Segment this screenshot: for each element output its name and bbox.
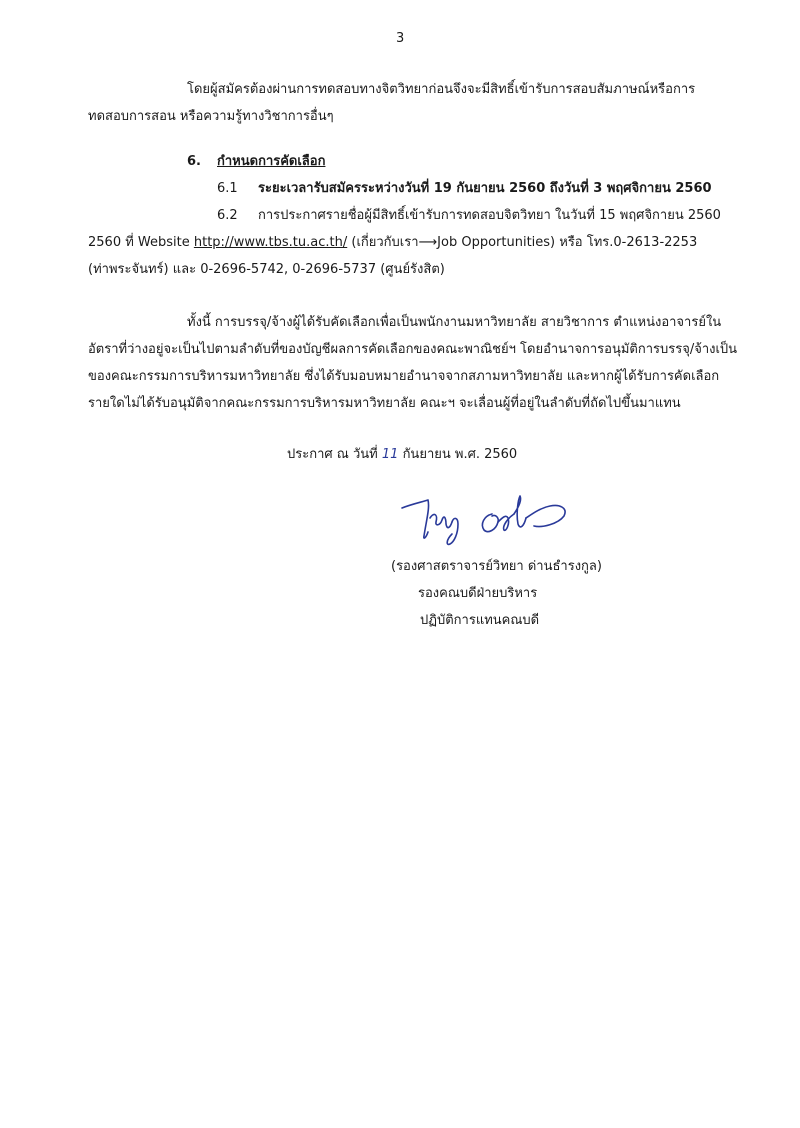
- item-6-2-line-2-suffix: Job Opportunities) หรือ โทร.0-2613-2253: [437, 235, 698, 250]
- announcement-prefix: ประกาศ ณ วันที่: [287, 447, 378, 462]
- announcement-day: 11: [381, 447, 399, 462]
- signatory-name: (รองศาสตราจารย์วิทยา ด่านธำรงกูล): [391, 559, 602, 574]
- website-link[interactable]: http://www.tbs.tu.ac.th/: [193, 235, 348, 250]
- item-6-2-line-2-middle: (เกี่ยวกับเรา: [351, 235, 419, 250]
- section-6-heading: กำหนดการคัดเลือก: [217, 154, 326, 169]
- section-6-number: 6.: [187, 154, 201, 169]
- page-number: 3: [396, 31, 405, 46]
- item-6-2-line-1: การประกาศรายชื่อผู้มีสิทธิ์เข้ารับการทดสอบจิตวิทยา ในวันที่ 15 พฤศจิกายน 2560: [258, 208, 721, 223]
- announcement-date: [287, 446, 517, 464]
- closing-line-3: ของคณะกรรมการบริหารมหาวิทยาลัย ซึ่งได้รับมอบหมายอำนาจจากสภามหาวิทยาลัย และหากผู้ได้รับการคัดเลือก: [88, 369, 720, 384]
- signatory-position: รองคณบดีฝ่ายบริหาร: [418, 586, 538, 601]
- item-6-1-number: 6.1: [217, 181, 238, 196]
- arrow-right-icon: ⟶: [418, 235, 438, 250]
- announcement-suffix: กันยายน พ.ศ. 2560: [402, 447, 518, 462]
- item-6-2-number: 6.2: [217, 208, 238, 223]
- intro-line-1: โดยผู้สมัครต้องผ่านการทดสอบทางจิตวิทยาก่อนจึงจะมีสิทธิ์เข้ารับการสอบสัมภาษณ์หรือการ: [187, 82, 696, 97]
- closing-line-2: อัตราที่ว่างอยู่จะเป็นไปตามลำดับที่ของบัญชีผลการคัดเลือกของคณะพาณิชย์ฯ โดยอำนาจการอนุมัติการบรรจุ/จ้างเป็น: [88, 342, 738, 357]
- intro-line-2: ทดสอบการสอน หรือความรู้ทางวิชาการอื่นๆ: [88, 109, 334, 124]
- signature-image: [400, 478, 580, 548]
- closing-line-4: รายใดไม่ได้รับอนุมัติจากคณะกรรมการบริหารมหาวิทยาลัย คณะฯ จะเลื่อนผู้ที่อยู่ในลำดับที่ถัดไปขึ้นมาแทน: [88, 396, 681, 411]
- item-6-2-line-2: [88, 234, 697, 252]
- closing-line-1: ทั้งนี้ การบรรจุ/จ้างผู้ได้รับคัดเลือกเพื่อเป็นพนักงานมหาวิทยาลัย สายวิชาการ ตำแหน่งอาจารย์ใน: [187, 315, 722, 330]
- item-6-2-line-3: (ท่าพระจันทร์) และ 0-2696-5742, 0-2696-5737 (ศูนย์รังสิต): [88, 262, 445, 277]
- signatory-acting: ปฏิบัติการแทนคณบดี: [420, 613, 540, 628]
- item-6-1-text: ระยะเวลารับสมัครระหว่างวันที่ 19 กันยายน 2560 ถึงวันที่ 3 พฤศจิกายน 2560: [258, 181, 712, 196]
- item-6-2-line-2-prefix: 2560 ที่ Website: [88, 235, 194, 250]
